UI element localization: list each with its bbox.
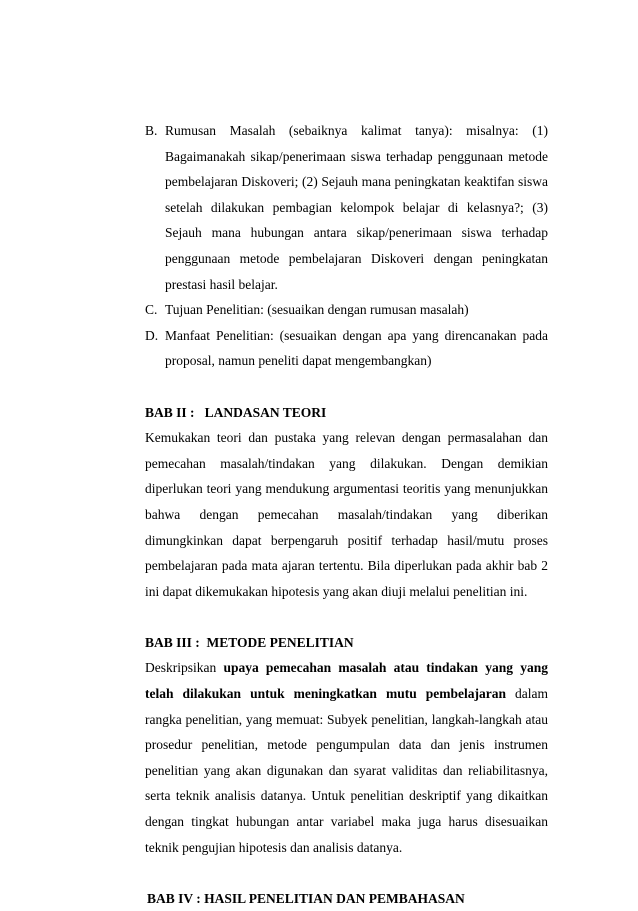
paragraph-text-rest: dalam rangka penelitian, yang memuat: Subyek penelitian, langkah-langkah atau prosedur penelitian, metode pengumpulan data dan jenis instrumen penelitian yang akan digunakan dan syarat validitas dan reliabilitasnya, serta teknik analisis datanya. Untuk penelitian deskriptif yang dikaitkan dengan tingkat hubungan antar variabel maka juga harus disesuaikan teknik pengujian hipotesis dan analisis datanya. [145,686,548,855]
spacer [145,374,548,400]
chapter-heading-bab-2: BAB II : LANDASAN TEORI [145,404,327,420]
paragraph-text-emphasis: upaya pemecahan masalah atau tindakan yang yang telah dilakukan untuk meningkatkan mutu pembelajaran [145,660,548,702]
list-text: Tujuan Penelitian: (sesuaikan dengan rumusan masalah) [165,302,469,318]
chapter-paragraph-bab-2: Kemukakan teori dan pustaka yang relevan dengan permasalahan dan pemecahan masalah/tindakan yang dilakukan. Dengan demikian diperlukan teori yang mendukung argumentasi teoritis yang menunjukkan bahwa dengan pemecahan masalah/tindakan yang diberikan dimungkinkan dapat berpengaruh positif terhadap hasil/mutu proses pembelajaran pada mata ajaran tertentu. Bila diperlukan pada akhir bab 2 ini dapat dikemukakan hipotesis yang akan diuji melalui penelitian ini. [145,430,548,599]
list-marker: D. [145,327,159,343]
paragraph-text-start: Deskripsikan [145,660,224,676]
list-item-manfaat-penelitian [145,323,548,374]
chapter-heading-bab-4: BAB IV : HASIL PENELITIAN DAN PEMBAHASAN [147,890,465,906]
spacer [145,860,548,886]
list-item-tujuan-penelitian [145,297,548,323]
chapter-paragraph-bab-3 [145,655,548,860]
list-item-rumusan-masalah [145,118,548,297]
chapter-heading-bab-3: BAB III : METODE PENELITIAN [145,634,354,650]
list-text: Manfaat Penelitian: (sesuaikan dengan apa yang direncanakan pada proposal, namun peneliti dapat mengembangkan) [165,327,548,369]
document-body [145,118,548,911]
spacer [145,604,548,630]
list-marker: C. [145,302,158,318]
list-marker: B. [145,123,158,138]
list-text: Rumusan Masalah (sebaiknya kalimat tanya): misalnya: (1) Bagaimanakah sikap/penerimaan siswa terhadap penggunaan metode pembelajaran Diskoveri; (2) Sejauh mana peningkatan keaktifan siswa setelah dilakukan pembagian kelompok belajar di kelasnya?; (3) Sejauh mana hubungan antara sikap/penerimaan siswa terhadap penggunaan metode pembelajaran Diskoveri dengan peningkatan prestasi hasil belajar. [165,123,548,292]
